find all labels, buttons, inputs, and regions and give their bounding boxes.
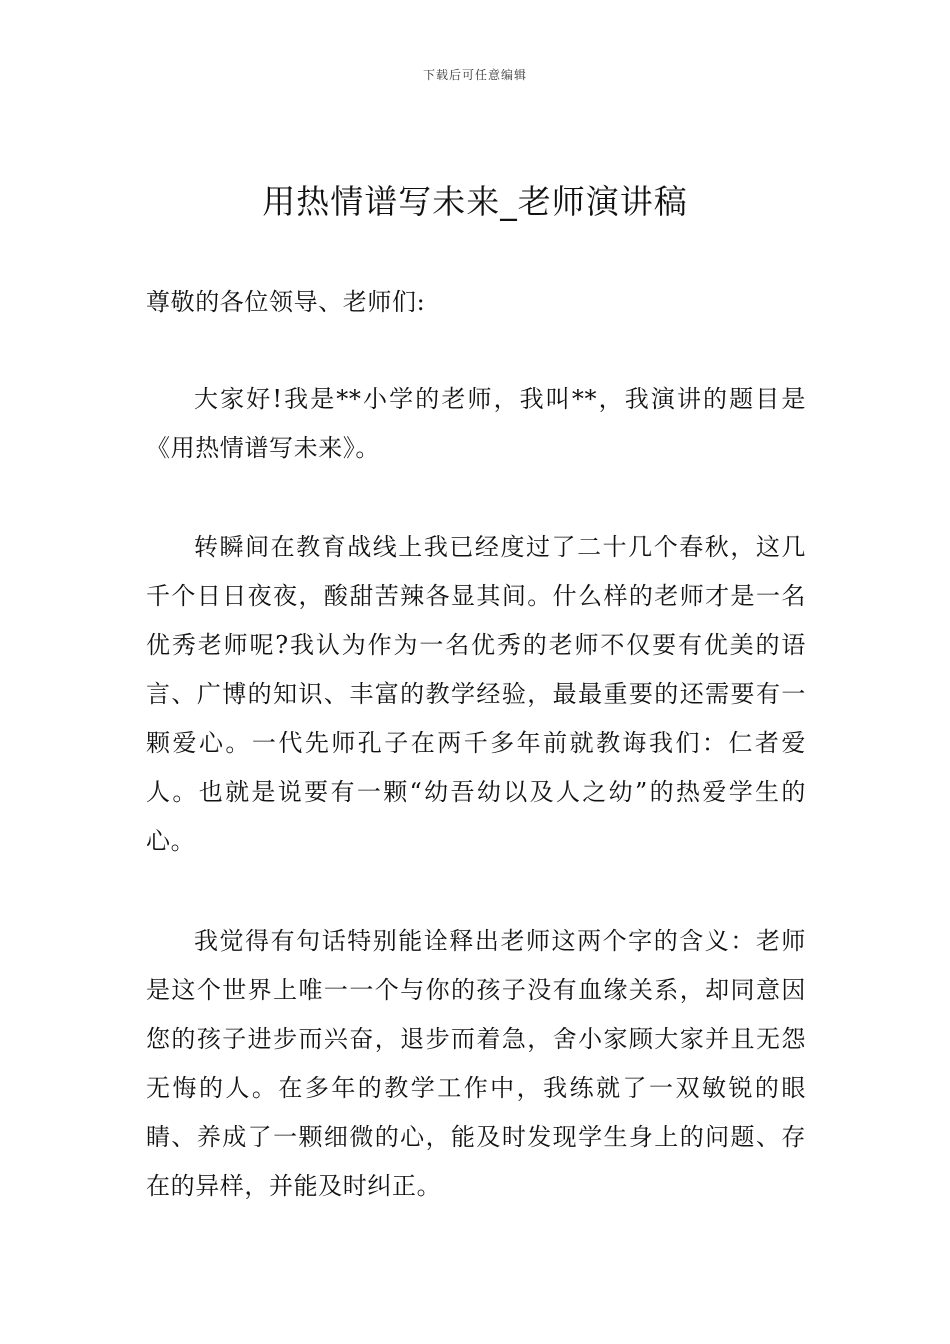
header-note: 下载后可任意编辑 xyxy=(422,68,527,82)
paragraph-teacher-meaning: 我觉得有句话特别能诠释出老师这两个字的含义：老师是这个世界上唯一一个与你的孩子没有血缘关系，却同意因您的孩子进步而兴奋，退步而着急，舍小家顾大家并且无怨无悔的人。在多年的教学工作中，我练就了一双敏锐的眼睛、养成了一颗细微的心，能及时发现学生身上的问题、存在的异样，并能及时纠正。 xyxy=(146,927,806,1200)
salutation: 尊敬的各位领导、老师们: xyxy=(146,288,426,316)
paragraph-greeting: 大家好!我是**小学的老师，我叫**，我演讲的题目是《用热情谱写未来》。 xyxy=(146,385,806,462)
document-title: 用热情谱写未来_老师演讲稿 xyxy=(262,182,688,221)
paragraph-teacher-love: 转瞬间在教育战线上我已经度过了二十几个春秋，这几千个日日夜夜，酸甜苦辣各显其间。什么样的老师才是一名优秀老师呢?我认为作为一名优秀的老师不仅要有优美的语言、广博的知识、丰富的教学经验，最最重要的还需要有一颗爱心。一代先师孔子在两千多年前就教诲我们：仁者爱人。也就是说要有一颗“幼吾幼以及人之幼”的热爱学生的心。 xyxy=(146,533,806,855)
